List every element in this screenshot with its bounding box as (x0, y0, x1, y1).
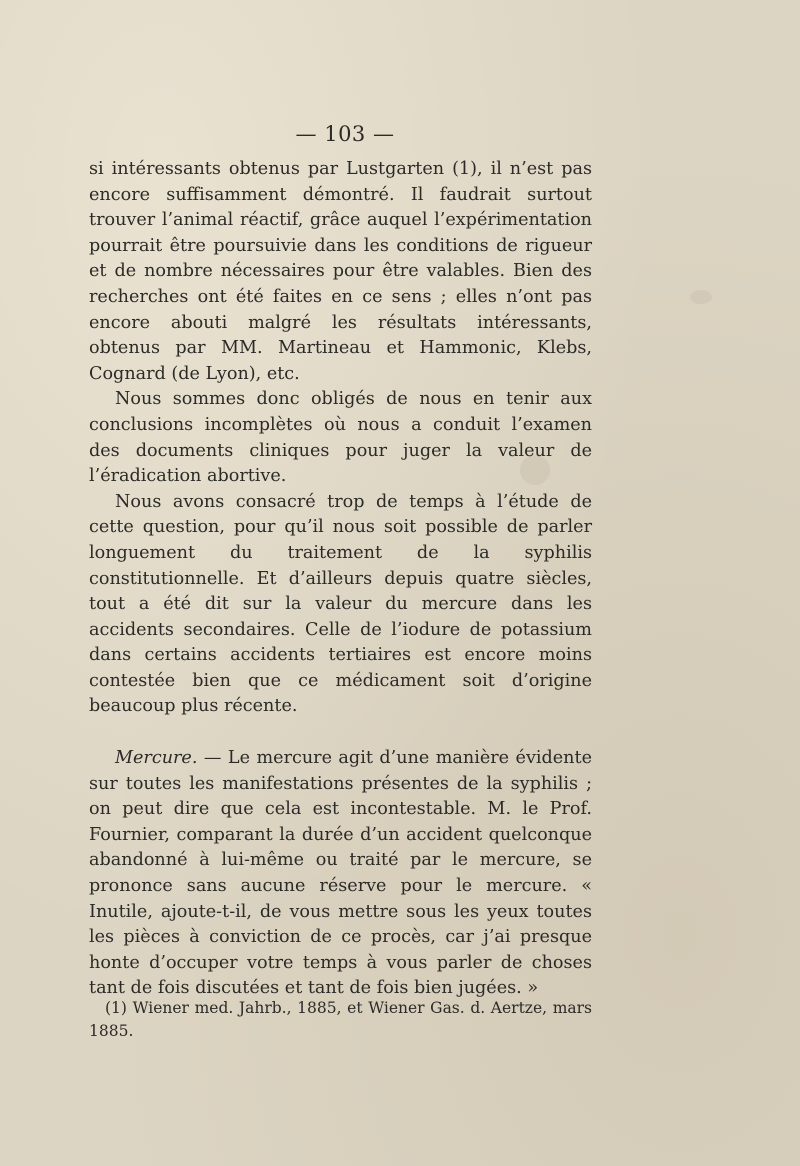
paragraph-4-body: — Le mercure agit d’une manière évidente sur toutes les manifestations présentes de la syphilis ; on peut dire que cela est incontestable. M. le Prof. Fournier, comparant la durée d’un accident quelconque abandonné à lui-même ou traité par le mercure, se prononce sans aucune réserve pour le mercure. « Inutile, ajoute-t-il, de vous mettre sous les yeux toutes les pièces à conviction de ce procès, car j’ai presque honte d’occuper votre temps à vous parler de choses tant de fois discutées et tant de fois bien jugées. » (89, 748, 592, 999)
footnote-text: (1) Wiener med. Jahrb., 1885, et Wiener Gas. d. Aertze, mars 1885. (89, 999, 592, 1040)
main-text (89, 157, 592, 1002)
page-number: — 103 — (295, 122, 395, 146)
paper-stain (690, 290, 712, 304)
paragraph-3: Nous avons consacré trop de temps à l’étude de cette question, pour qu’il nous soit possible de parler longuement du traitement de la syphilis constitutionnelle. Et d’ailleurs depuis quatre siècles, tout a été dit sur la valeur du mercure dans les accidents secondaires. Celle de l’iodure de potassium dans certains accidents tertiaires est encore moins contestée bien que ce médicament soit d’origine beaucoup plus récente. (89, 491, 592, 717)
paragraph-1: si intéressants obtenus par Lustgarten (1), il n’est pas encore suffisamment démontré. Il faudrait surtout trouver l’animal réactif, grâce auquel l’expérimentation pourrait être poursuivie dans les conditions de rigueur et de nombre nécessaires pour être valables. Bien des recherches ont été faites en ce sens ; elles n’ont pas encore abouti malgré les résultats intéressants, obtenus par MM. Martineau et Hammonic, Klebs, Cognard (de Lyon), etc. (89, 159, 592, 384)
footnote (89, 997, 592, 1043)
section-runin-heading: Mercure. (115, 748, 198, 769)
paragraph-2: Nous sommes donc obligés de nous en tenir aux conclusions incomplètes où nous a conduit l’examen des documents cliniques pour juger la valeur de l’éradication abortive. (89, 389, 592, 487)
paragraph-4 (89, 746, 592, 1002)
